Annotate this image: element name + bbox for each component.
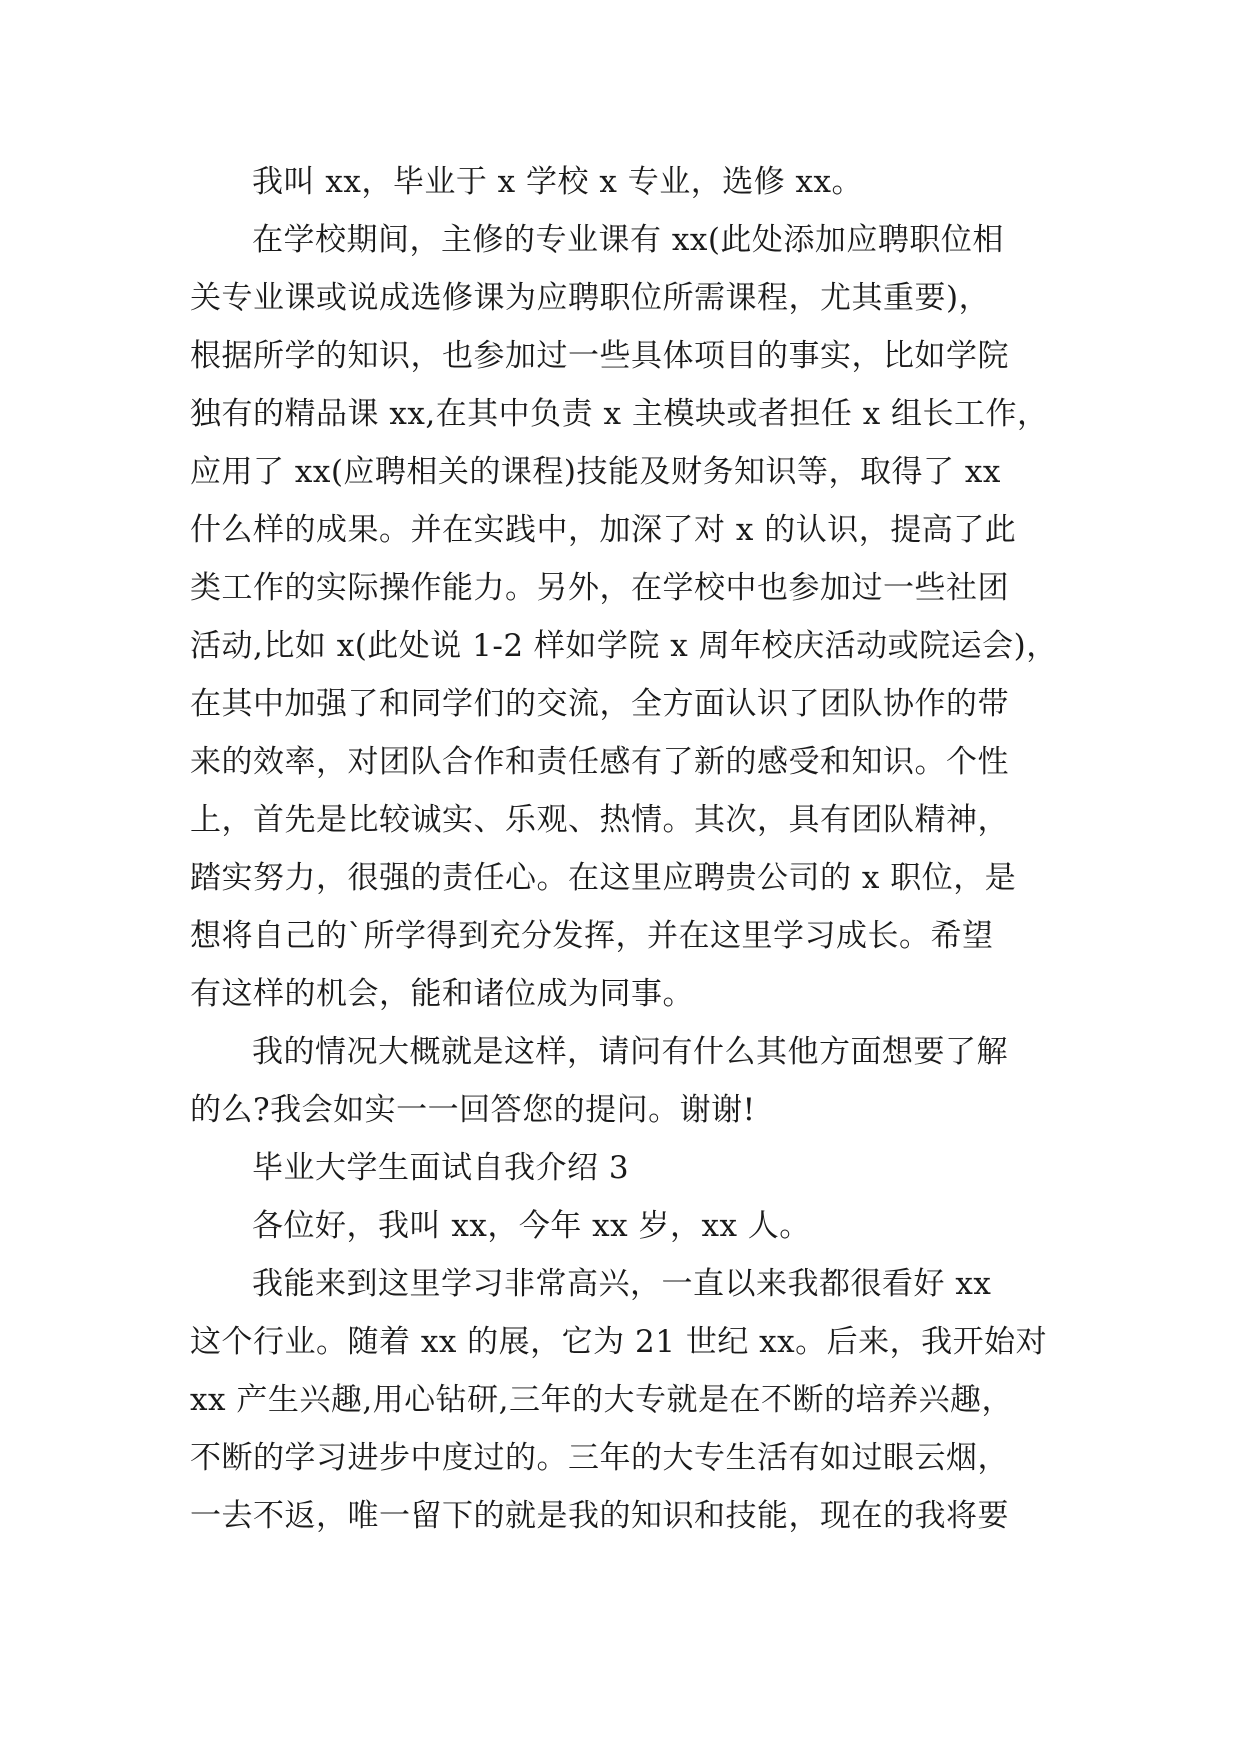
text-line: 这个行业。随着 xx 的展，它为 21 世纪 xx。后来，我开始对: [190, 1324, 1048, 1360]
text-line: 根据所学的知识，也参加过一些具体项目的事实，比如学院: [190, 338, 1009, 374]
text-line: 各位好，我叫 xx，今年 xx 岁，xx 人。: [252, 1208, 811, 1244]
text-line: 我能来到这里学习非常高兴，一直以来我都很看好 xx: [252, 1266, 992, 1302]
text-line: 我的情况大概就是这样，请问有什么其他方面想要了解: [252, 1034, 1008, 1070]
text-line: 的么?我会如实一一回答您的提问。谢谢!: [190, 1092, 756, 1128]
text-line: 独有的精品课 xx,在其中负责 x 主模块或者担任 x 组长工作，: [190, 396, 1049, 432]
text-line: 类工作的实际操作能力。另外，在学校中也参加过一些社团: [190, 570, 1009, 606]
text-line: 什么样的成果。并在实践中，加深了对 x 的认识，提高了此: [190, 512, 1017, 548]
text-line: 想将自己的`所学得到充分发挥，并在这里学习成长。希望: [190, 918, 994, 954]
text-line: 有这样的机会，能和诸位成为同事。: [190, 976, 694, 1012]
text-line: 一去不返，唯一留下的就是我的知识和技能，现在的我将要: [190, 1498, 1009, 1534]
text-line: 我叫 xx，毕业于 x 学校 x 专业，选修 xx。: [252, 164, 864, 200]
text-line: 在其中加强了和同学们的交流，全方面认识了团队协作的带: [190, 686, 1009, 722]
document-body: [190, 153, 1058, 1545]
text-line: 来的效率，对团队合作和责任感有了新的感受和知识。个性: [190, 744, 1009, 780]
text-line: 关专业课或说成选修课为应聘职位所需课程，尤其重要)，: [190, 280, 991, 316]
text-line: 不断的学习进步中度过的。三年的大专生活有如过眼云烟，: [190, 1440, 1009, 1476]
text-line: xx 产生兴趣,用心钻研,三年的大专就是在不断的培养兴趣，: [190, 1382, 1014, 1418]
text-line: 踏实努力，很强的责任心。在这里应聘贵公司的 x 职位，是: [190, 860, 1017, 896]
text-line: 上，首先是比较诚实、乐观、热情。其次，具有团队精神，: [190, 802, 1009, 838]
text-line: 活动,比如 x(此处说 1-2 样如学院 x 周年校庆活动或院运会)，: [190, 628, 1058, 664]
section-heading: 毕业大学生面试自我介绍 3: [252, 1150, 630, 1186]
text-line: 在学校期间，主修的专业课有 xx(此处添加应聘职位相: [252, 222, 1004, 258]
text-line: 应用了 xx(应聘相关的课程)技能及财务知识等，取得了 xx: [190, 454, 1001, 490]
